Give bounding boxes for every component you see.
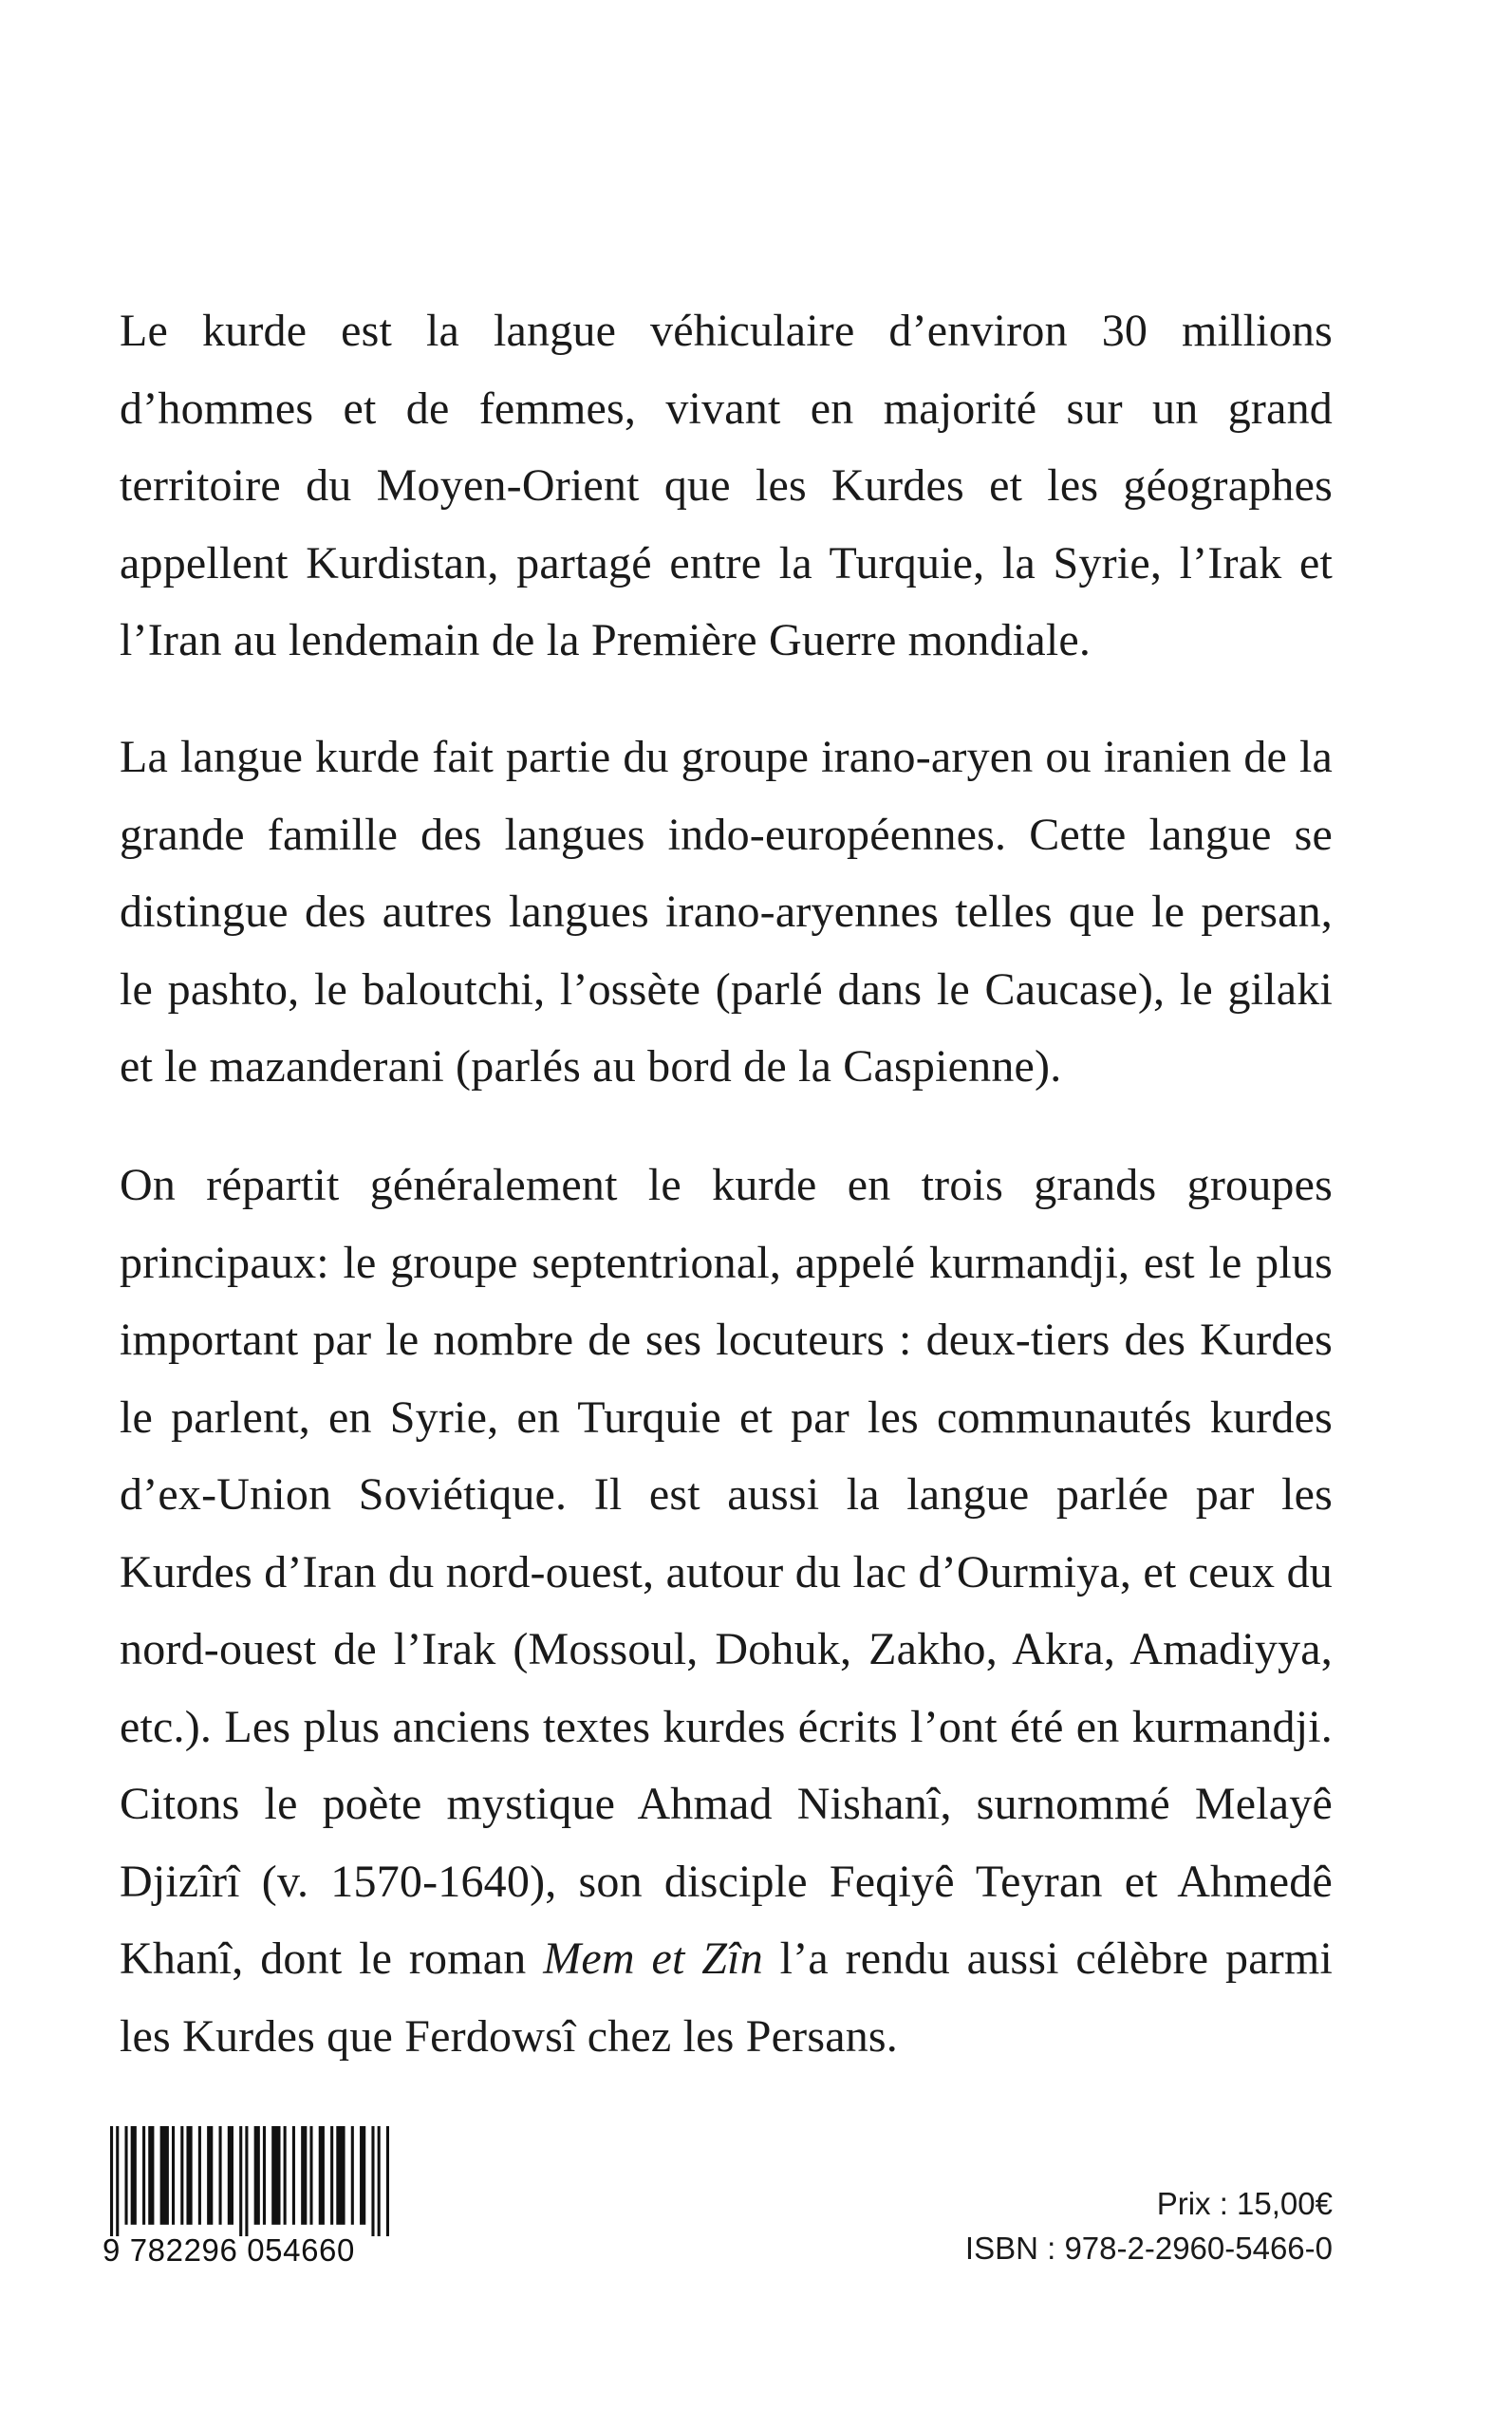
price-isbn-block bbox=[965, 2181, 1333, 2270]
paragraph-intro: Le kurde est la langue véhiculaire d’environ 30 millions d’hommes et de femmes, vivant en majorité sur un grand territoire du Moyen-Orient que les Kurdes et les géographes appellent Kurdistan, partagé entre la Turquie, la Syrie, l’Irak et l’Iran au lendemain de la Première Guerre mondiale. bbox=[120, 306, 1333, 665]
paragraph-dialect-text-end: l’a rendu aussi célèbre parmi les Kurdes que Ferdowsî chez les Persans. bbox=[120, 1933, 1333, 2062]
paragraph-dialect-text-start: On répartit généralement le kurde en trois grands groupes principaux: le groupe septentrional, appelé kurmandji, est le plus important par le nombre de ses locuteurs : deux-tiers des Kurdes le parlent, en Syrie, en Turquie et par les communautés kurdes d’ex-Union Soviétique. Il est aussi la langue parlée par les Kurdes d’Iran du nord-ouest, autour du lac d’Ourmiya, et ceux du nord-ouest de l’Irak (Mossoul, Dohuk, Zakho, Akra, Amadiyya, etc.). Les plus anciens textes kurdes écrits l’ont été en kurmandji. Citons le poète mystique Ahmad Nishanî, surnommé Melayê Djizîrî (v. 1570-1640), son disciple Feqiyê Teyran et Ahmedê Khanî, dont le roman bbox=[120, 1160, 1333, 1984]
barcode-bars bbox=[110, 2126, 389, 2236]
isbn-label: ISBN : 978-2-2960-5466-0 bbox=[964, 2231, 1333, 2266]
book-title-mem-et-zin: Mem et Zîn bbox=[543, 1933, 763, 1984]
paragraph-dialect-groups bbox=[120, 1147, 1333, 2075]
paragraph-language-family: La langue kurde fait partie du groupe irano-aryen ou iranien de la grande famille des langues indo-européennes. Cette langue se distingue des autres langues irano-aryennes telles que le persan, le pashto, le baloutchi, l’ossète (parlé dans le Caucase), le gilaki et le mazanderani (parlés au bord de la Caspienne). bbox=[120, 732, 1333, 1092]
barcode-digits: 9 782296 054660 bbox=[103, 2232, 355, 2268]
isbn-barcode bbox=[103, 2126, 389, 2269]
price-label: Prix : 15,00€ bbox=[1156, 2186, 1333, 2221]
